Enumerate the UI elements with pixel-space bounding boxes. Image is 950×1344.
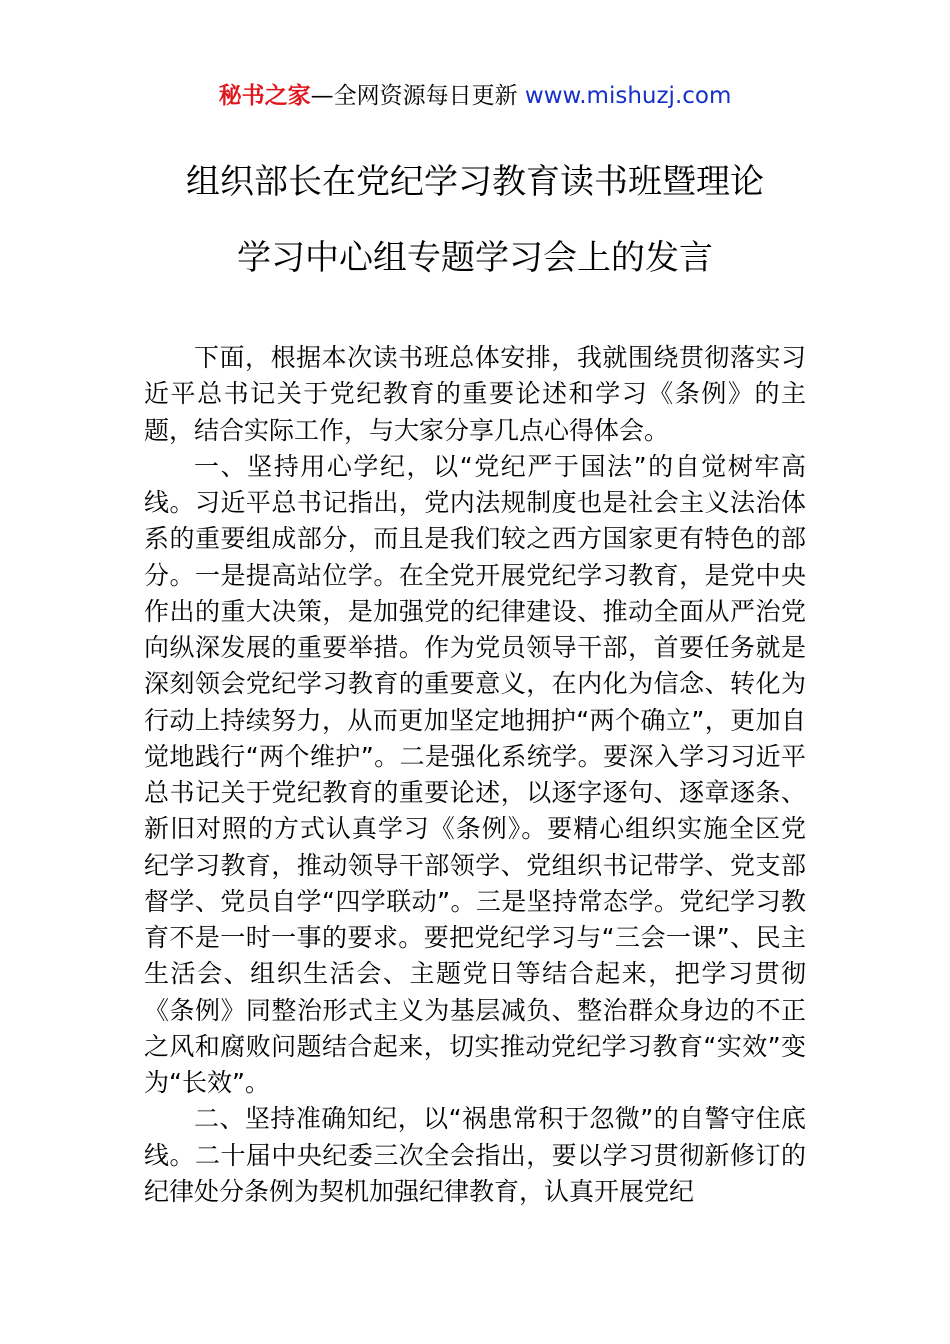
title-line-2: 学习中心组专题学习会上的发言 — [237, 238, 713, 278]
document-title — [0, 162, 950, 314]
document-body — [144, 340, 806, 1210]
site-brand: 秘书之家 — [218, 83, 311, 109]
paragraph-section-1: 一、坚持用心学纪，以“党纪严于国法”的自觉树牢高线。习近平总书记指出，党内法规制度也是社会主义法治体系的重要组成部分，而且是我们较之西方国家更有特色的部分。一是提高站位学。在全党开展党纪学习教育，是党中央作出的重大决策，是加强党的纪律建设、推动全面从严治党向纵深发展的重要举措。作为党员领导干部，首要任务就是深刻领会党纪学习教育的重要意义，在内化为信念、转化为行动上持续努力，从而更加坚定地拥护“两个确立”，更加自觉地践行“两个维护”。二是强化系统学。要深入学习习近平总书记关于党纪教育的重要论述，以逐字逐句、逐章逐条、新旧对照的方式认真学习《条例》。要精心组织实施全区党纪学习教育，推动领导干部领学、党组织书记带学、党支部督学、党员自学“四学联动”。三是坚持常态学。党纪学习教育不是一时一事的要求。要把党纪学习与“三会一课”、民主生活会、组织生活会、主题党日等结合起来，把学习贯彻《条例》同整治形式主义为基层减负、整治群众身边的不正之风和腐败问题结合起来，切实推动党纪学习教育“实效”变为“长效”。 — [144, 451, 806, 1097]
site-url-link[interactable]: www.mishuzj.com — [524, 83, 732, 109]
site-tagline: —全网资源每日更新 — [310, 83, 525, 109]
paragraph-intro: 下面，根据本次读书班总体安排，我就围绕贯彻落实习近平总书记关于党纪教育的重要论述和学习《条例》的主题，结合实际工作，与大家分享几点心得体会。 — [144, 343, 806, 445]
title-line-1: 组织部长在党纪学习教育读书班暨理论 — [186, 162, 764, 202]
site-header — [0, 80, 950, 112]
paragraph-section-2: 二、坚持准确知纪，以“祸患常积于忽微”的自警守住底线。二十届中央纪委三次全会指出，要以学习贯彻新修订的纪律处分条例为契机加强纪律教育，认真开展党纪 — [144, 1104, 806, 1206]
